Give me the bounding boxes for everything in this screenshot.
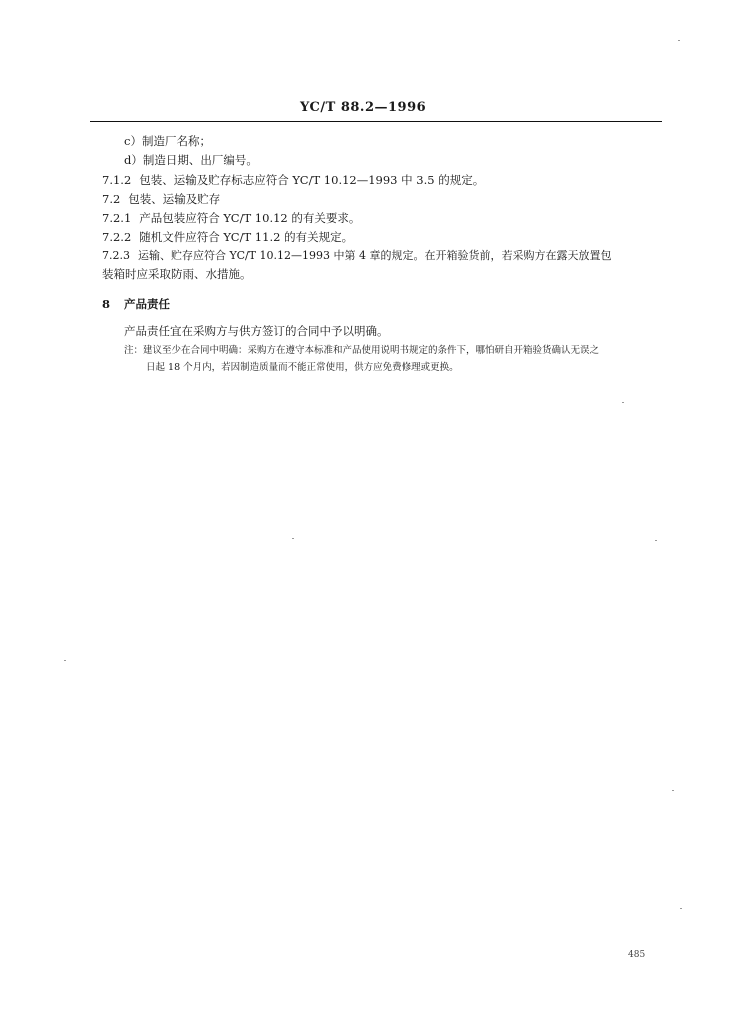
scan-speck bbox=[672, 790, 674, 791]
section-8-body: 产品责任宜在采购方与供方签订的合同中予以明确。 bbox=[124, 324, 389, 338]
section-number: 8 bbox=[102, 297, 111, 311]
clause-number: 7.2.3 bbox=[102, 249, 130, 262]
clause-number: 7.2.1 bbox=[102, 211, 132, 225]
scan-speck bbox=[292, 538, 294, 539]
note-line-1: 注：建议至少在合同中明确：采购方在遵守本标准和产品使用说明书规定的条件下，哪怕研自开箱验货确认无误之 bbox=[124, 345, 600, 356]
clause-text: 装箱时应采取防雨、水措施。 bbox=[102, 267, 252, 281]
header-rule bbox=[90, 121, 662, 122]
page-header-standard-code: YC/T 88.2—1996 bbox=[300, 100, 427, 115]
clause-title: 包装、运输及贮存 bbox=[128, 192, 221, 206]
clause-number: 7.1.2 bbox=[102, 173, 132, 187]
list-item-d bbox=[124, 152, 258, 168]
list-item-c bbox=[124, 133, 211, 149]
scan-speck bbox=[655, 540, 657, 541]
clause-7-2-3-continued bbox=[102, 266, 252, 282]
clause-text: 产品包装应符合 YC/T 10.12 的有关要求。 bbox=[139, 211, 361, 225]
clause-number: 7.2 bbox=[102, 192, 121, 206]
scan-speck bbox=[622, 402, 624, 403]
clause-text: 运输、贮存应符合 YC/T 10.12—1993 中第 4 章的规定。在开箱验货前，若采购方在露天放置包 bbox=[138, 249, 612, 262]
clause-7-2-2 bbox=[102, 229, 353, 245]
scan-speck bbox=[64, 660, 66, 661]
clause-7-2 bbox=[102, 191, 220, 207]
clause-text: 包装、运输及贮存标志应符合 YC/T 10.12—1993 中 3.5 的规定。 bbox=[139, 173, 485, 187]
section-8-heading bbox=[102, 296, 170, 312]
clause-text: 随机文件应符合 YC/T 11.2 的有关规定。 bbox=[139, 230, 354, 244]
page-number: 485 bbox=[628, 950, 646, 960]
clause-7-2-1 bbox=[102, 210, 360, 226]
list-item-text: d）制造日期、出厂编号。 bbox=[124, 153, 258, 167]
clause-number: 7.2.2 bbox=[102, 230, 132, 244]
note-line-2: 日起 18 个月内，若因制造质量而不能正常使用，供方应免费修理或更换。 bbox=[146, 362, 459, 373]
section-title: 产品责任 bbox=[124, 297, 171, 311]
list-item-text: c）制造厂名称； bbox=[124, 134, 211, 148]
scan-speck bbox=[680, 908, 682, 909]
scan-speck bbox=[678, 40, 680, 41]
clause-7-2-3 bbox=[102, 248, 612, 264]
clause-7-1-2 bbox=[102, 172, 484, 188]
